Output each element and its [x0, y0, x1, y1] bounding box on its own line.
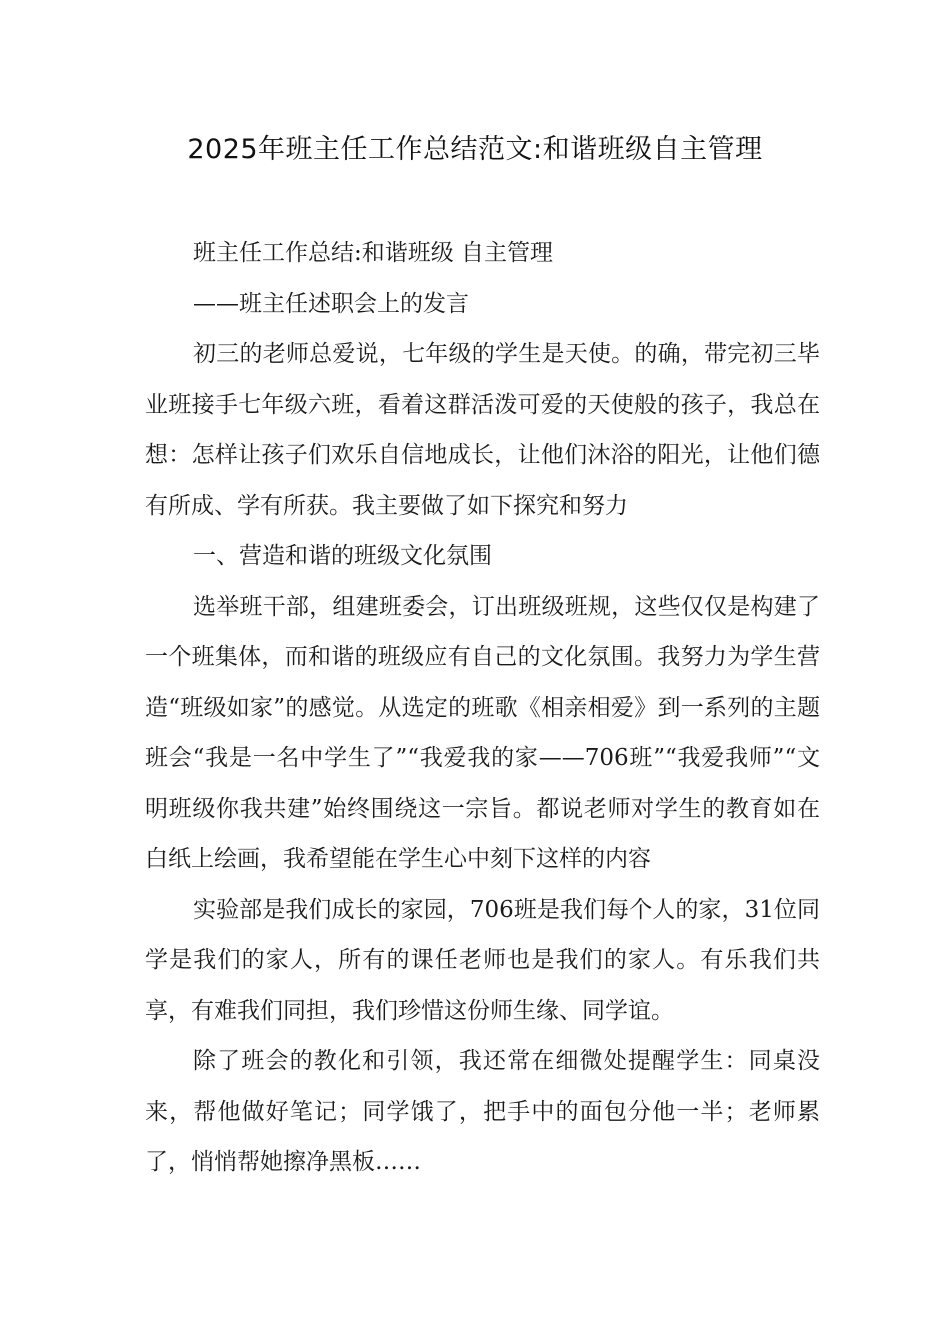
subtitle-paragraph: 班主任工作总结:和谐班级 自主管理: [193, 240, 554, 266]
document-body: [145, 228, 820, 1188]
body-paragraph: 实验部是我们成长的家园，706班是我们每个人的家，31位同学是我们的家人，所有的课任老师也是我们的家人。有乐我们共享，有难我们同担，我们珍惜这份师生缘、同学谊。: [145, 896, 820, 1024]
speech-note-paragraph: ——班主任述职会上的发言: [193, 290, 469, 317]
section-heading: 一、营造和谐的班级文化氛围: [193, 543, 492, 569]
body-paragraph: 除了班会的教化和引领，我还常在细微处提醒学生：同桌没来，帮他做好笔记；同学饿了，把手中的面包分他一半；老师累了，悄悄帮她擦净黑板……: [145, 1048, 820, 1175]
intro-paragraph: 初三的老师总爱说，七年级的学生是天使。的确，带完初三毕业班接手七年级六班，看着这群活泼可爱的天使般的孩子，我总在想：怎样让孩子们欢乐自信地成长，让他们沐浴的阳光，让他们德有所成、学有所获。我主要做了如下探究和努力: [145, 341, 820, 519]
body-paragraph: 选举班干部，组建班委会，订出班级班规，这些仅仅是构建了一个班集体，而和谐的班级应有自己的文化氛围。我努力为学生营造“班级如家”的感觉。从选定的班歌《相亲相爱》到一系列的主题班会“我是一名中学生了”“我爱我的家——706班”“我爱我师”“文明班级你我共建”始终围绕这一宗旨。都说老师对学生的教育如在白纸上绘画，我希望能在学生心中刻下这样的内容: [145, 593, 820, 872]
document-title: 2025年班主任工作总结范文:和谐班级自主管理: [187, 134, 763, 165]
